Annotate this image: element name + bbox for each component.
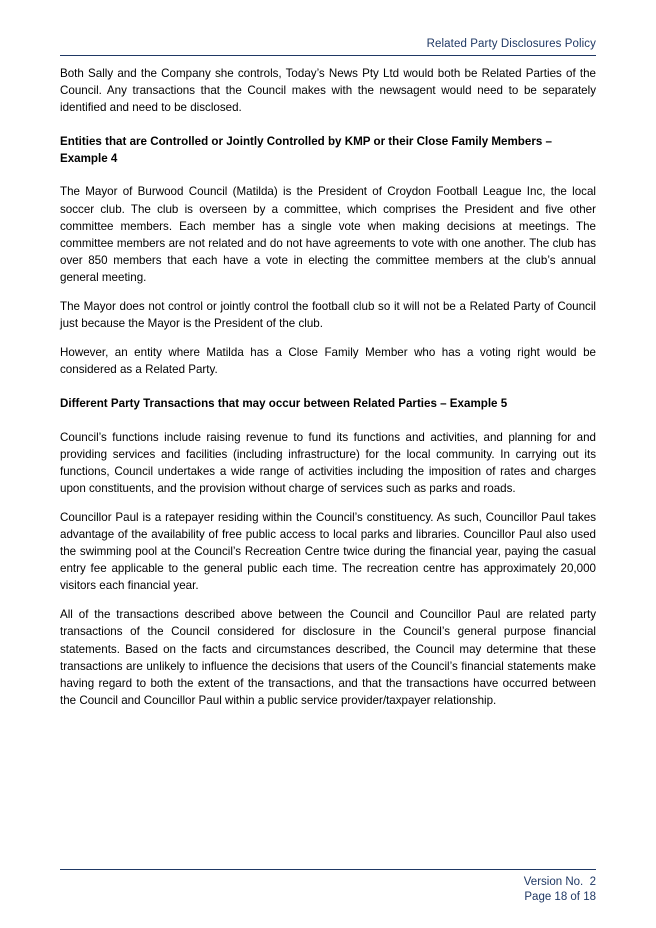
page-header: [60, 0, 596, 56]
document-body: [60, 56, 596, 709]
paragraph-example5-conclusion: All of the transactions described above between the Council and Councillor Paul are related party transactions of the Council considered for disclosure in the Council’s general purpose financial statements. Based on the facts and circumstances described, the Council may determine that these transactions are unlikely to influence the decisions that users of the Council’s financial statements make having regard to both the extent of the transactions, and that the transactions have occurred between the Council and Councillor Paul within a public service provider/taxpayer relationship.: [60, 608, 596, 707]
paragraph-example4-exception: However, an entity where Matilda has a Close Family Member who has a voting right would be considered as a Related Party.: [60, 346, 596, 377]
paragraph-example4-conclusion: The Mayor does not control or jointly control the football club so it will not be a Related Party of Council just because the Mayor is the President of the club.: [60, 300, 596, 331]
heading-example-4: Entities that are Controlled or Jointly Controlled by KMP or their Close Family Members – Example 4: [60, 135, 552, 166]
footer-text: [60, 870, 596, 928]
footer-version: Version No. 2: [523, 876, 596, 888]
page-footer: [60, 869, 596, 928]
paragraph-intro: Both Sally and the Company she controls, Today’s News Pty Ltd would both be Related Parties of the Council. Any transactions that the Council makes with the newsagent would need to be separately identified and need to be disclosed.: [60, 67, 596, 115]
paragraph-example5-functions: Council’s functions include raising revenue to fund its functions and activities, and planning for and providing services and facilities (including infrastructure) for the local community. In carrying out its functions, Council undertakes a wide range of activities including the imposition of rates and charges upon constituents, and the provision without charge of services such as parks and roads.: [60, 430, 596, 495]
header-title: Related Party Disclosures Policy: [426, 38, 596, 50]
paragraph-example5-councillor: Councillor Paul is a ratepayer residing within the Council’s constituency. As such, Councillor Paul takes advantage of the availability of free public access to local parks and libraries. Councillor Paul also used the swimming pool at the Council’s Recreation Centre twice during the financial year, paying the casual entry fee applicable to the general public each time. The recreation centre has approximately 20,000 visitors each financial year.: [60, 510, 596, 593]
footer-page-number: Page 18 of 18: [524, 891, 596, 903]
page-content: [60, 0, 596, 928]
heading-example-5: Different Party Transactions that may occur between Related Parties – Example 5: [60, 397, 508, 411]
paragraph-example4-scenario: The Mayor of Burwood Council (Matilda) is the President of Croydon Football League Inc, the local soccer club. The club is overseen by a committee, which comprises the President and five other committee members. Each member has a single vote when making decisions at meetings. The committee members are not related and do not have agreements to vote with one another. The club has over 850 members that each have a vote in electing the committee members at the club’s annual general meeting.: [60, 185, 596, 284]
